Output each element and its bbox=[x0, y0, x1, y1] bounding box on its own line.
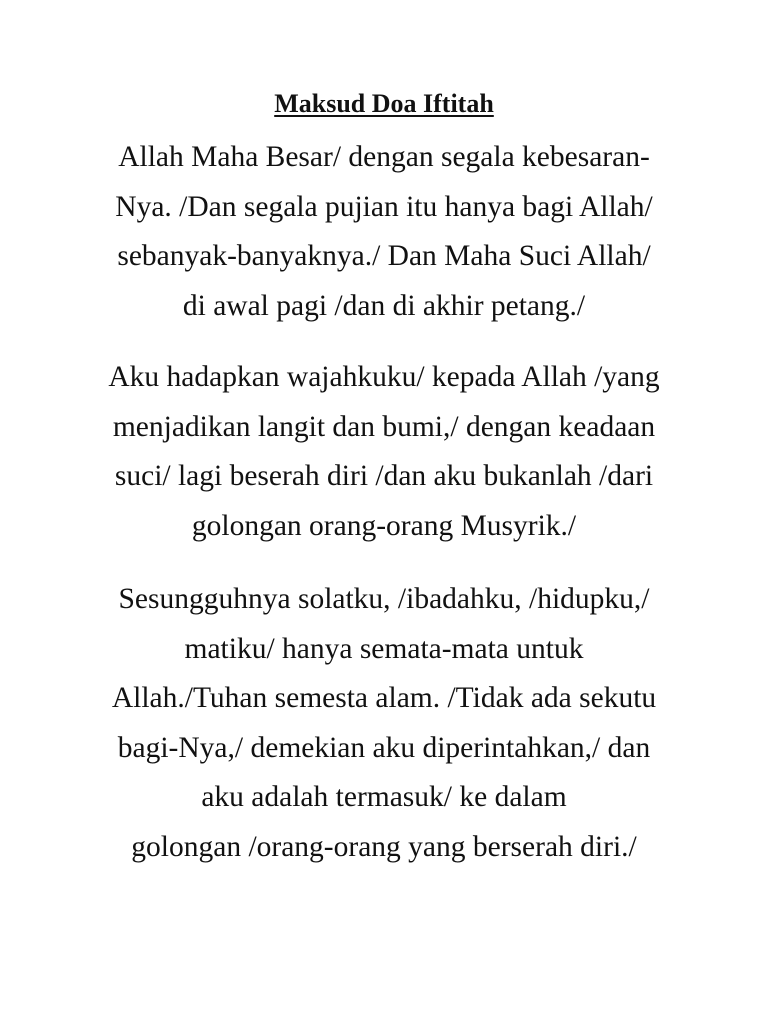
text-line: Allah./Tuhan semesta alam. /Tidak ada sekutu bbox=[111, 682, 657, 714]
text-line: suci/ lagi beserah diri /dan aku bukanlah /dari bbox=[114, 460, 654, 492]
document-title: Maksud Doa Iftitah bbox=[274, 89, 494, 118]
text-line: matiku/ hanya semata-mata untuk bbox=[184, 632, 584, 665]
paragraph-2 bbox=[0, 353, 768, 551]
paragraph-1 bbox=[0, 133, 768, 331]
text-line: golongan /orang-orang yang berserah diri./ bbox=[131, 830, 637, 863]
text-line: di awal pagi /dan di akhir petang./ bbox=[182, 289, 586, 322]
text-line: menjadikan langit dan bumi,/ dengan keadaan bbox=[112, 410, 656, 443]
text-line: sebanyak-banyaknya./ Dan Maha Suci Allah/ bbox=[117, 240, 651, 272]
paragraph-3 bbox=[0, 575, 768, 872]
text-line: aku adalah termasuk/ ke dalam bbox=[201, 781, 567, 813]
text-line: Allah Maha Besar/ dengan segala kebesaran- bbox=[118, 141, 650, 173]
text-line: Aku hadapkan wajahkuku/ kepada Allah /yang bbox=[108, 361, 660, 393]
text-line: Nya. /Dan segala pujian itu hanya bagi Allah/ bbox=[115, 190, 653, 223]
text-line: Sesungguhnya solatku, /ibadahku, /hidupku,/ bbox=[118, 583, 650, 615]
text-line: golongan orang-orang Musyrik./ bbox=[191, 509, 577, 542]
text-line: bagi-Nya,/ demekian aku diperintahkan,/ dan bbox=[117, 731, 651, 764]
